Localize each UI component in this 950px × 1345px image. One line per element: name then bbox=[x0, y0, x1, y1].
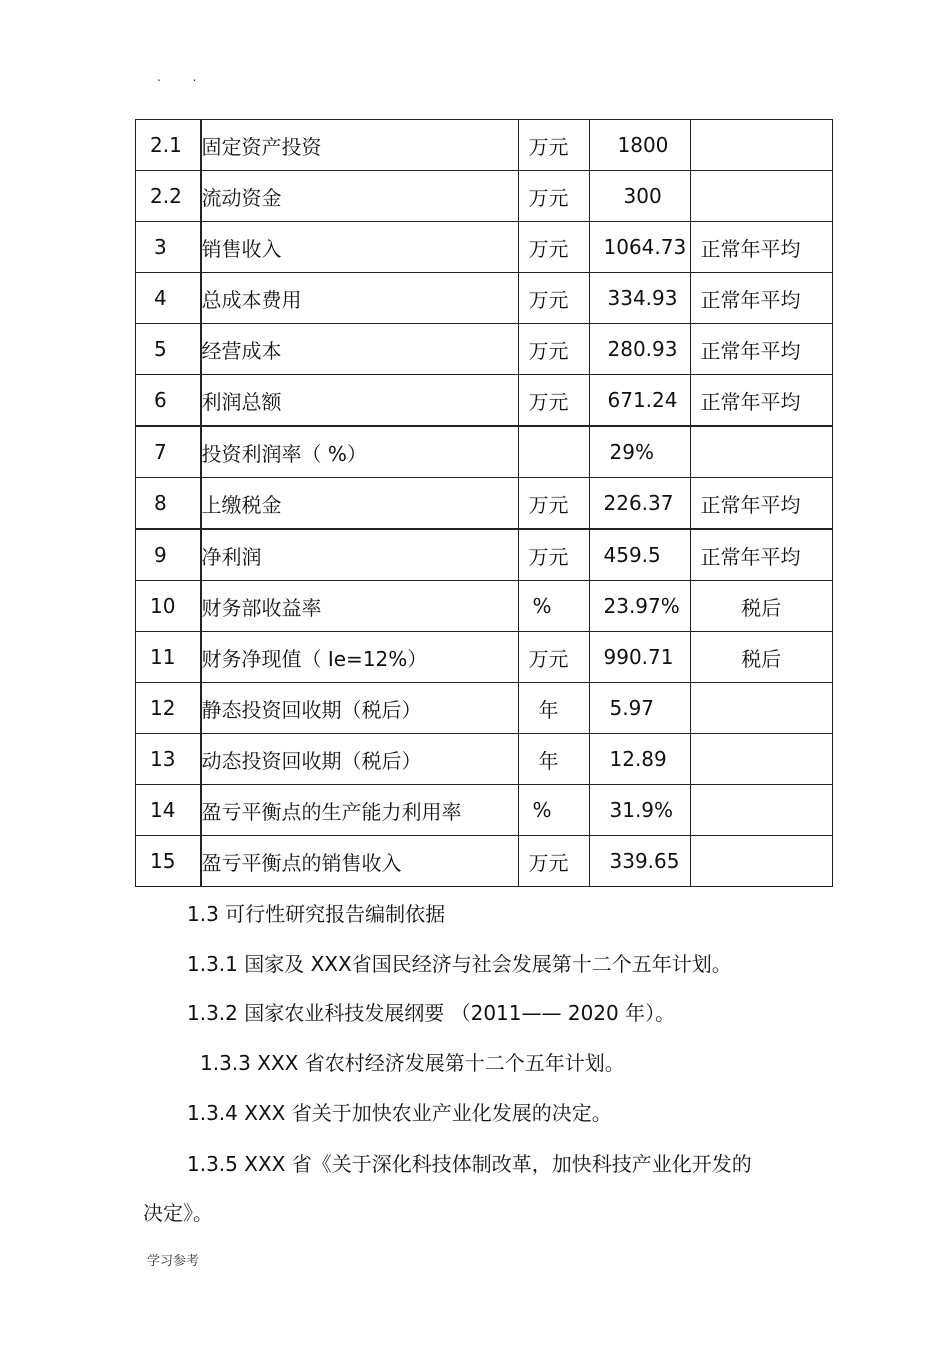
cell-name: 固定资产投资 bbox=[201, 120, 519, 171]
indicator-table bbox=[135, 119, 833, 887]
cell-name: 经营成本 bbox=[201, 324, 519, 375]
cell-no: 9 bbox=[136, 529, 201, 581]
cell-no: 14 bbox=[136, 785, 201, 836]
cell-name: 净利润 bbox=[201, 529, 519, 581]
cell-note bbox=[690, 120, 833, 171]
cell-note bbox=[690, 836, 833, 887]
cell-value: 23.97% bbox=[589, 581, 690, 632]
cell-note bbox=[690, 785, 833, 836]
cell-value: 334.93 bbox=[589, 273, 690, 324]
cell-note: 税后 bbox=[690, 581, 833, 632]
cell-value: 226.37 bbox=[589, 478, 690, 530]
table-row bbox=[136, 222, 833, 273]
cell-value: 300 bbox=[589, 171, 690, 222]
cell-name: 盈亏平衡点的生产能力利用率 bbox=[201, 785, 519, 836]
cell-note bbox=[690, 734, 833, 785]
table-row bbox=[136, 734, 833, 785]
cell-unit: 年 bbox=[518, 734, 589, 785]
cell-name: 财务净现值（ Ie=12%） bbox=[201, 632, 519, 683]
table-row bbox=[136, 581, 833, 632]
cell-no: 8 bbox=[136, 478, 201, 530]
cell-value: 1064.73 bbox=[589, 222, 690, 273]
table-row bbox=[136, 632, 833, 683]
cell-note: 正常年平均 bbox=[690, 273, 833, 324]
cell-value: 29% bbox=[589, 426, 690, 478]
cell-note: 正常年平均 bbox=[690, 529, 833, 581]
cell-note bbox=[690, 683, 833, 734]
cell-no: 15 bbox=[136, 836, 201, 887]
cell-unit: 万元 bbox=[518, 324, 589, 375]
cell-value: 31.9% bbox=[589, 785, 690, 836]
cell-unit: 年 bbox=[518, 683, 589, 734]
cell-unit: 万元 bbox=[518, 836, 589, 887]
cell-value: 5.97 bbox=[589, 683, 690, 734]
table-row bbox=[136, 836, 833, 887]
cell-unit: 万元 bbox=[518, 529, 589, 581]
cell-no: 2.1 bbox=[136, 120, 201, 171]
cell-unit: 万元 bbox=[518, 222, 589, 273]
cell-name: 销售收入 bbox=[201, 222, 519, 273]
cell-note bbox=[690, 426, 833, 478]
cell-no: 11 bbox=[136, 632, 201, 683]
cell-no: 7 bbox=[136, 426, 201, 478]
table-row bbox=[136, 171, 833, 222]
cell-no: 13 bbox=[136, 734, 201, 785]
basis-item-3: 1.3.3 XXX 省农村经济发展第十二个五年计划。 bbox=[200, 1051, 625, 1075]
basis-item-4: 1.3.4 XXX 省关于加快农业产业化发展的决定。 bbox=[187, 1101, 612, 1125]
footer-text: 学习参考 bbox=[147, 1254, 200, 1269]
cell-value: 990.71 bbox=[589, 632, 690, 683]
cell-value: 671.24 bbox=[589, 375, 690, 427]
cell-value: 459.5 bbox=[589, 529, 690, 581]
header-dots: . . bbox=[157, 70, 211, 84]
cell-unit: 万元 bbox=[518, 120, 589, 171]
cell-unit: 万元 bbox=[518, 171, 589, 222]
cell-unit: 万元 bbox=[518, 273, 589, 324]
cell-value: 339.65 bbox=[589, 836, 690, 887]
cell-name: 盈亏平衡点的销售收入 bbox=[201, 836, 519, 887]
cell-no: 5 bbox=[136, 324, 201, 375]
cell-note: 税后 bbox=[690, 632, 833, 683]
table-row bbox=[136, 785, 833, 836]
cell-unit: % bbox=[518, 785, 589, 836]
cell-name: 财务部收益率 bbox=[201, 581, 519, 632]
cell-name: 总成本费用 bbox=[201, 273, 519, 324]
table-row bbox=[136, 324, 833, 375]
cell-value: 280.93 bbox=[589, 324, 690, 375]
cell-name: 流动资金 bbox=[201, 171, 519, 222]
cell-unit: 万元 bbox=[518, 478, 589, 530]
table-row bbox=[136, 273, 833, 324]
cell-note bbox=[690, 171, 833, 222]
cell-unit: % bbox=[518, 581, 589, 632]
cell-name: 静态投资回收期（税后） bbox=[201, 683, 519, 734]
cell-note: 正常年平均 bbox=[690, 222, 833, 273]
table-row bbox=[136, 529, 833, 581]
basis-item-5: 1.3.5 XXX 省《关于深化科技体制改革，加快科技产业化开发的 bbox=[187, 1152, 752, 1176]
cell-no: 3 bbox=[136, 222, 201, 273]
table-row bbox=[136, 426, 833, 478]
cell-no: 12 bbox=[136, 683, 201, 734]
cell-unit: 万元 bbox=[518, 632, 589, 683]
section-heading: 1.3 可行性研究报告编制依据 bbox=[187, 902, 446, 926]
cell-no: 4 bbox=[136, 273, 201, 324]
cell-unit: 万元 bbox=[518, 375, 589, 427]
cell-value: 12.89 bbox=[589, 734, 690, 785]
cell-name: 投资利润率（ %） bbox=[201, 426, 519, 478]
basis-item-5-continuation: 决定》。 bbox=[143, 1201, 213, 1225]
cell-name: 动态投资回收期（税后） bbox=[201, 734, 519, 785]
table-row bbox=[136, 375, 833, 427]
cell-no: 2.2 bbox=[136, 171, 201, 222]
cell-name: 上缴税金 bbox=[201, 478, 519, 530]
cell-unit bbox=[518, 426, 589, 478]
table-row bbox=[136, 478, 833, 530]
cell-note: 正常年平均 bbox=[690, 375, 833, 427]
basis-item-2: 1.3.2 国家农业科技发展纲要 （2011—— 2020 年）。 bbox=[187, 1001, 676, 1025]
cell-no: 6 bbox=[136, 375, 201, 427]
cell-no: 10 bbox=[136, 581, 201, 632]
cell-value: 1800 bbox=[589, 120, 690, 171]
cell-note: 正常年平均 bbox=[690, 324, 833, 375]
table-row bbox=[136, 120, 833, 171]
cell-name: 利润总额 bbox=[201, 375, 519, 427]
table-row bbox=[136, 683, 833, 734]
basis-item-1: 1.3.1 国家及 XXX省国民经济与社会发展第十二个五年计划。 bbox=[187, 952, 732, 976]
cell-note: 正常年平均 bbox=[690, 478, 833, 530]
